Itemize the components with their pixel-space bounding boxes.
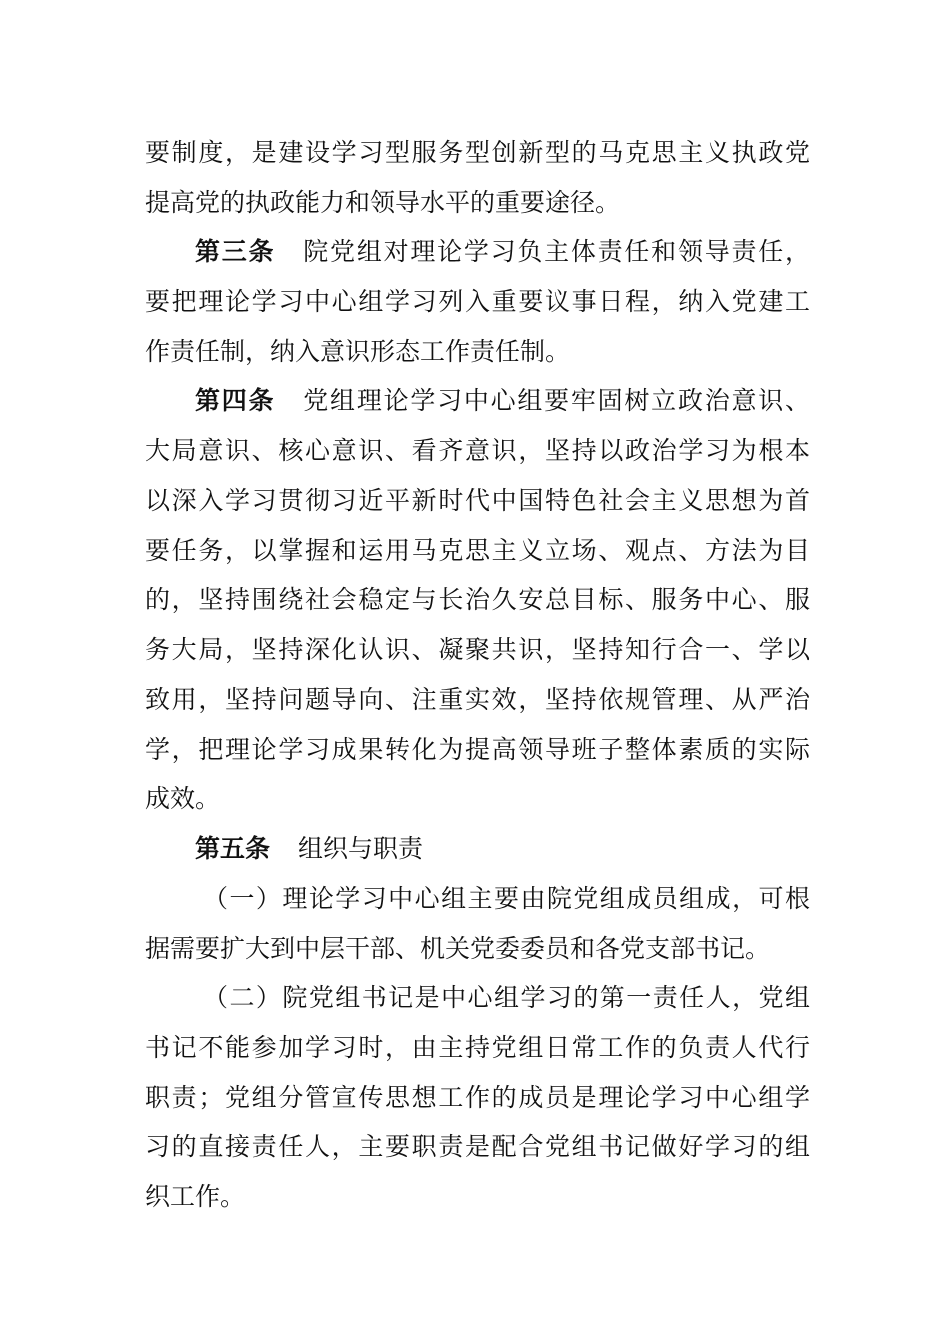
article-4-first-line <box>195 381 810 421</box>
paragraph-line: 以深入学习贯彻习近平新时代中国特色社会主义思想为首 <box>145 486 810 515</box>
article-5-first-line <box>195 829 810 869</box>
paragraph-text: 院党组对理论学习负主体责任和领导责任， <box>303 237 810 266</box>
paragraph-line: 据需要扩大到中层干部、机关党委委员和各党支部书记。 <box>145 934 771 963</box>
clause-line: （二）院党组书记是中心组学习的第一责任人，党组 <box>203 983 810 1012</box>
paragraph-line: 书记不能参加学习时，由主持党组日常工作的负责人代行 <box>145 1033 810 1062</box>
paragraph-line: 致用，坚持问题导向、注重实效，坚持依规管理、从严治 <box>145 685 810 714</box>
section-title: 组织与职责 <box>298 834 424 863</box>
paragraph-line: 习的直接责任人，主要职责是配合党组书记做好学习的组 <box>145 1132 810 1161</box>
paragraph-line: 提高党的执政能力和领导水平的重要途径。 <box>145 188 621 217</box>
paragraph-text: 党组理论学习中心组要牢固树立政治意识、 <box>303 386 810 415</box>
article-3-first-line <box>195 232 810 272</box>
paragraph-line: 要任务，以掌握和运用马克思主义立场、观点、方法为目 <box>145 536 810 565</box>
paragraph-line: 作责任制，纳入意识形态工作责任制。 <box>145 337 571 366</box>
article-5-heading: 第五条 <box>195 834 271 863</box>
paragraph-line: 大局意识、核心意识、看齐意识，坚持以政治学习为根本 <box>145 436 810 465</box>
paragraph-line: 要制度，是建设学习型服务型创新型的马克思主义执政党 <box>145 138 810 167</box>
paragraph-line: 的，坚持围绕社会稳定与长治久安总目标、服务中心、服 <box>145 585 810 614</box>
paragraph-line: 织工作。 <box>145 1182 246 1211</box>
paragraph-line: 要把理论学习中心组学习列入重要议事日程，纳入党建工 <box>145 287 810 316</box>
paragraph-line: 学，把理论学习成果转化为提高领导班子整体素质的实际 <box>145 735 810 764</box>
clause-line: （一）理论学习中心组主要由院党组成员组成，可根 <box>203 884 810 913</box>
article-4-heading: 第四条 <box>195 386 276 415</box>
article-3-heading: 第三条 <box>195 237 276 266</box>
paragraph-line: 成效。 <box>145 784 221 813</box>
paragraph-line: 职责；党组分管宣传思想工作的成员是理论学习中心组学 <box>145 1083 810 1112</box>
paragraph-line: 务大局，坚持深化认识、凝聚共识，坚持知行合一、学以 <box>145 635 810 664</box>
